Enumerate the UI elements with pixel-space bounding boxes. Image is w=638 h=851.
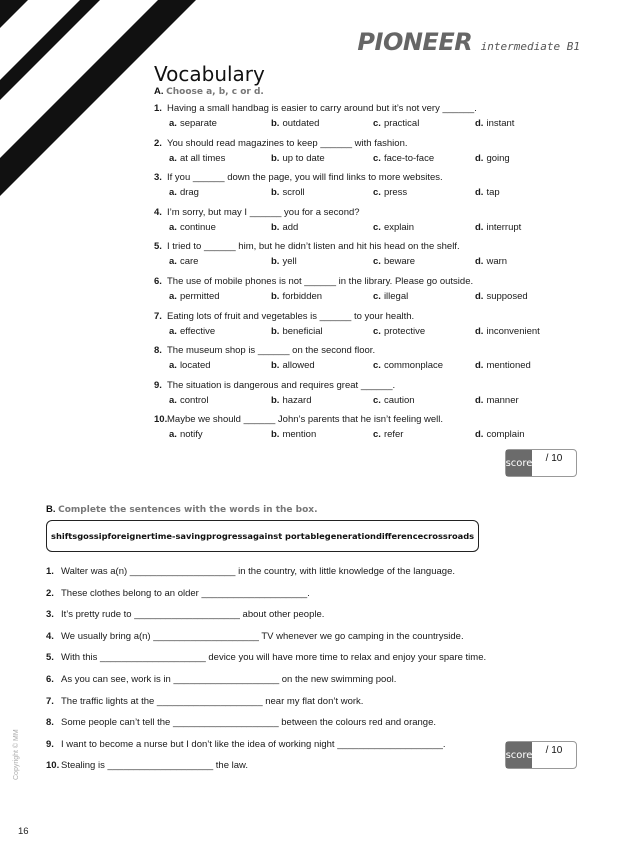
option-text: caution [383, 394, 415, 406]
option-letter: d. [475, 290, 484, 302]
option-text: beware [383, 256, 416, 268]
answer-option [475, 118, 577, 129]
answer-option [373, 395, 475, 406]
option-text: mentioned [486, 360, 531, 372]
question-number: 8. [154, 345, 162, 357]
sentence-number: 2. [46, 587, 54, 599]
sentence-text: With this ____________________ device you will have more time to relax and enjoy your spare time. [61, 652, 487, 664]
option-text: yell [282, 256, 297, 268]
answer-option [169, 118, 271, 129]
option-letter: c. [373, 325, 381, 337]
question-text: Eating lots of fruit and vegetables is ______ to your health. [167, 310, 415, 322]
sentence-number: 9. [46, 738, 54, 750]
question-text: I’m sorry, but may I ______ you for a second? [167, 206, 360, 218]
option-letter: a. [169, 429, 177, 441]
answer-option [373, 326, 475, 337]
option-letter: b. [271, 118, 280, 129]
option-text: explain [383, 221, 415, 233]
option-letter: b. [271, 290, 280, 302]
answer-options [169, 118, 574, 129]
answer-option [169, 291, 271, 302]
sentence-text: These clothes belong to an older ____________________. [61, 587, 310, 599]
option-text: refer [383, 429, 404, 441]
option-text: scroll [282, 187, 305, 199]
answer-options [169, 153, 574, 164]
question-text: The use of mobile phones is not ______ in the library. Please go outside. [167, 275, 474, 287]
question-item [154, 380, 574, 415]
option-text: mention [282, 429, 317, 441]
option-text: effective [179, 325, 216, 337]
option-text: care [179, 256, 199, 268]
option-letter: d. [475, 221, 484, 233]
question-item [154, 276, 574, 311]
option-letter: a. [169, 187, 177, 199]
option-text: control [179, 394, 209, 406]
question-line [154, 103, 574, 114]
answer-option [169, 395, 271, 406]
answer-options [169, 291, 574, 302]
score-value: / 10 [545, 745, 563, 756]
question-number: 3. [154, 172, 162, 184]
option-text: hazard [282, 394, 312, 406]
option-letter: d. [475, 360, 484, 372]
level-label: intermediate B1 [480, 40, 580, 53]
answer-option [169, 256, 271, 267]
answer-options [169, 326, 574, 337]
question-number: 6. [154, 275, 162, 287]
option-letter: a. [169, 360, 177, 372]
question-text: The situation is dangerous and requires great ______. [167, 379, 396, 391]
option-text: instant [486, 118, 515, 129]
question-item [154, 311, 574, 346]
option-text: illegal [383, 290, 409, 302]
option-letter: a. [169, 221, 177, 233]
answer-option [373, 187, 475, 198]
option-letter: b. [271, 256, 280, 268]
question-line [154, 207, 574, 218]
option-text: going [486, 152, 510, 164]
question-item [154, 414, 574, 449]
question-text: You should read magazines to keep ______ with fashion. [167, 137, 408, 149]
answer-option [271, 429, 373, 440]
sentence-item [46, 609, 496, 631]
option-letter: b. [271, 152, 280, 164]
option-text: outdated [282, 118, 320, 129]
option-text: forbidden [282, 290, 323, 302]
option-text: warn [486, 256, 508, 268]
answer-option [271, 187, 373, 198]
question-text: I tried to ______ him, but he didn’t listen and hit his head on the shelf. [167, 241, 460, 253]
sentence-number: 1. [46, 566, 54, 577]
sentence-text: I want to become a nurse but I don’t like the idea of working night ____________________. [61, 738, 446, 750]
sentence-number: 10. [46, 760, 60, 772]
question-line [154, 172, 574, 183]
option-letter: a. [169, 118, 177, 129]
question-text: Having a small handbag is easier to carry around but it’s not very ______. [167, 103, 477, 114]
option-letter: a. [169, 325, 177, 337]
option-text: allowed [282, 360, 315, 372]
answer-options [169, 256, 574, 267]
option-text: manner [486, 394, 519, 406]
answer-option [271, 256, 373, 267]
option-text: permitted [179, 290, 220, 302]
answer-option [373, 256, 475, 267]
word-box: shiftsgossipforeignertime-savingprogressagainst portablegenerationdifferencecrossroads [46, 520, 479, 552]
option-letter: a. [169, 152, 177, 164]
option-letter: c. [373, 256, 381, 268]
question-line [154, 241, 574, 252]
answer-option [169, 222, 271, 233]
answer-option [169, 153, 271, 164]
sentence-text: Walter was a(n) ____________________ in the country, with little knowledge of the language. [61, 566, 455, 577]
answer-option [373, 153, 475, 164]
answer-option [373, 118, 475, 129]
question-line [154, 414, 574, 425]
sentence-text: The traffic lights at the ____________________ near my flat don’t work. [61, 695, 364, 707]
answer-option [373, 291, 475, 302]
option-text: interrupt [486, 221, 522, 233]
score-label: score [506, 450, 532, 476]
answer-option [169, 326, 271, 337]
option-letter: d. [475, 256, 484, 268]
option-text: commonplace [383, 360, 444, 372]
section-b-instruction: Complete the sentences with the words in the box. [58, 505, 318, 515]
option-text: notify [179, 429, 203, 441]
question-item [154, 207, 574, 242]
question-text: If you ______ down the page, you will find links to more websites. [167, 172, 443, 184]
option-text: inconvenient [486, 325, 540, 337]
option-text: supposed [486, 290, 528, 302]
option-letter: b. [271, 221, 280, 233]
sentence-number: 7. [46, 695, 54, 707]
section-b-questions [46, 566, 496, 782]
answer-options [169, 429, 574, 440]
section-a-score-box [505, 449, 577, 477]
option-text: beneficial [282, 325, 323, 337]
answer-option [475, 360, 577, 371]
sentence-text: Some people can’t tell the ____________________ between the colours red and orange. [61, 717, 437, 729]
option-letter: c. [373, 187, 381, 199]
brand-logo: PIONEER [357, 28, 473, 56]
answer-options [169, 187, 574, 198]
option-letter: b. [271, 187, 280, 199]
sentence-number: 5. [46, 652, 54, 664]
question-line [154, 311, 574, 322]
answer-option [169, 429, 271, 440]
section-a-letter: A. [154, 86, 164, 97]
option-letter: c. [373, 429, 381, 441]
sentence-item [46, 652, 496, 674]
question-text: The museum shop is ______ on the second floor. [167, 345, 376, 357]
option-letter: c. [373, 290, 381, 302]
page-title: Vocabulary [154, 62, 265, 86]
option-letter: a. [169, 290, 177, 302]
answer-option [373, 360, 475, 371]
section-b-heading [46, 504, 318, 515]
section-a-heading [154, 86, 264, 97]
copyright-notice: Copyright © MM [13, 729, 20, 780]
section-b-score-box [505, 741, 577, 769]
option-text: press [383, 187, 408, 199]
option-text: face-to-face [383, 152, 435, 164]
option-letter: a. [169, 256, 177, 268]
option-text: practical [383, 118, 420, 129]
option-text: tap [486, 187, 500, 199]
sentence-text: It’s pretty rude to ____________________ about other people. [61, 609, 325, 621]
answer-option [271, 395, 373, 406]
answer-option [475, 222, 577, 233]
option-letter: b. [271, 429, 280, 441]
option-text: protective [383, 325, 426, 337]
option-letter: c. [373, 118, 381, 129]
option-text: complain [486, 429, 525, 441]
header [357, 28, 580, 56]
option-letter: d. [475, 118, 484, 129]
sentence-item [46, 588, 496, 610]
option-text: separate [179, 118, 217, 129]
option-text: add [282, 221, 299, 233]
option-text: up to date [282, 152, 325, 164]
answer-option [271, 360, 373, 371]
question-text: Maybe we should ______ John’s parents that he isn’t feeling well. [167, 414, 444, 426]
option-letter: c. [373, 152, 381, 164]
answer-options [169, 360, 574, 371]
question-number: 1. [154, 103, 162, 114]
answer-option [475, 326, 577, 337]
question-line [154, 380, 574, 391]
question-item [154, 138, 574, 173]
option-letter: d. [475, 394, 484, 406]
question-line [154, 276, 574, 287]
sentence-item [46, 674, 496, 696]
sentence-item [46, 631, 496, 653]
option-letter: a. [169, 394, 177, 406]
answer-option [373, 222, 475, 233]
option-text: located [179, 360, 211, 372]
answer-option [271, 326, 373, 337]
section-b-letter: B. [46, 504, 56, 515]
answer-option [373, 429, 475, 440]
score-value: / 10 [545, 453, 563, 464]
option-letter: b. [271, 360, 280, 372]
answer-option [169, 360, 271, 371]
answer-option [271, 153, 373, 164]
option-letter: c. [373, 360, 381, 372]
sentence-item [46, 739, 496, 761]
question-number: 10. [154, 414, 168, 426]
score-label: score [506, 742, 532, 768]
answer-option [475, 429, 577, 440]
sentence-number: 8. [46, 717, 54, 729]
question-line [154, 138, 574, 149]
option-letter: d. [475, 429, 484, 441]
option-letter: c. [373, 394, 381, 406]
question-item [154, 172, 574, 207]
answer-option [475, 187, 577, 198]
answer-option [475, 256, 577, 267]
question-number: 2. [154, 137, 162, 149]
section-a-questions [154, 103, 574, 449]
answer-option [475, 395, 577, 406]
question-number: 9. [154, 379, 162, 391]
answer-option [271, 118, 373, 129]
option-letter: b. [271, 325, 280, 337]
sentence-number: 4. [46, 630, 54, 642]
section-a-instruction: Choose a, b, c or d. [166, 87, 264, 97]
answer-option [475, 153, 577, 164]
option-letter: d. [475, 152, 484, 164]
sentence-number: 6. [46, 673, 54, 685]
sentence-text: As you can see, work is in ____________________ on the new swimming pool. [61, 673, 397, 685]
option-letter: c. [373, 221, 381, 233]
sentence-number: 3. [46, 609, 54, 621]
option-letter: d. [475, 187, 484, 199]
page-number: 16 [18, 826, 29, 837]
question-number: 5. [154, 241, 162, 253]
sentence-item [46, 566, 496, 588]
question-item [154, 103, 574, 138]
option-text: drag [179, 187, 199, 199]
answer-option [271, 222, 373, 233]
sentence-text: Stealing is ____________________ the law. [61, 760, 248, 772]
answer-options [169, 222, 574, 233]
option-letter: b. [271, 394, 280, 406]
option-text: at all times [179, 152, 226, 164]
option-letter: d. [475, 325, 484, 337]
option-text: continue [179, 221, 216, 233]
answer-option [169, 187, 271, 198]
question-number: 7. [154, 310, 162, 322]
sentence-text: We usually bring a(n) ____________________ TV whenever we go camping in the countryside. [61, 630, 464, 642]
sentence-item [46, 696, 496, 718]
question-line [154, 345, 574, 356]
sentence-item [46, 760, 496, 782]
question-number: 4. [154, 206, 162, 218]
answer-options [169, 395, 574, 406]
answer-option [475, 291, 577, 302]
answer-option [271, 291, 373, 302]
question-item [154, 241, 574, 276]
sentence-item [46, 717, 496, 739]
question-item [154, 345, 574, 380]
